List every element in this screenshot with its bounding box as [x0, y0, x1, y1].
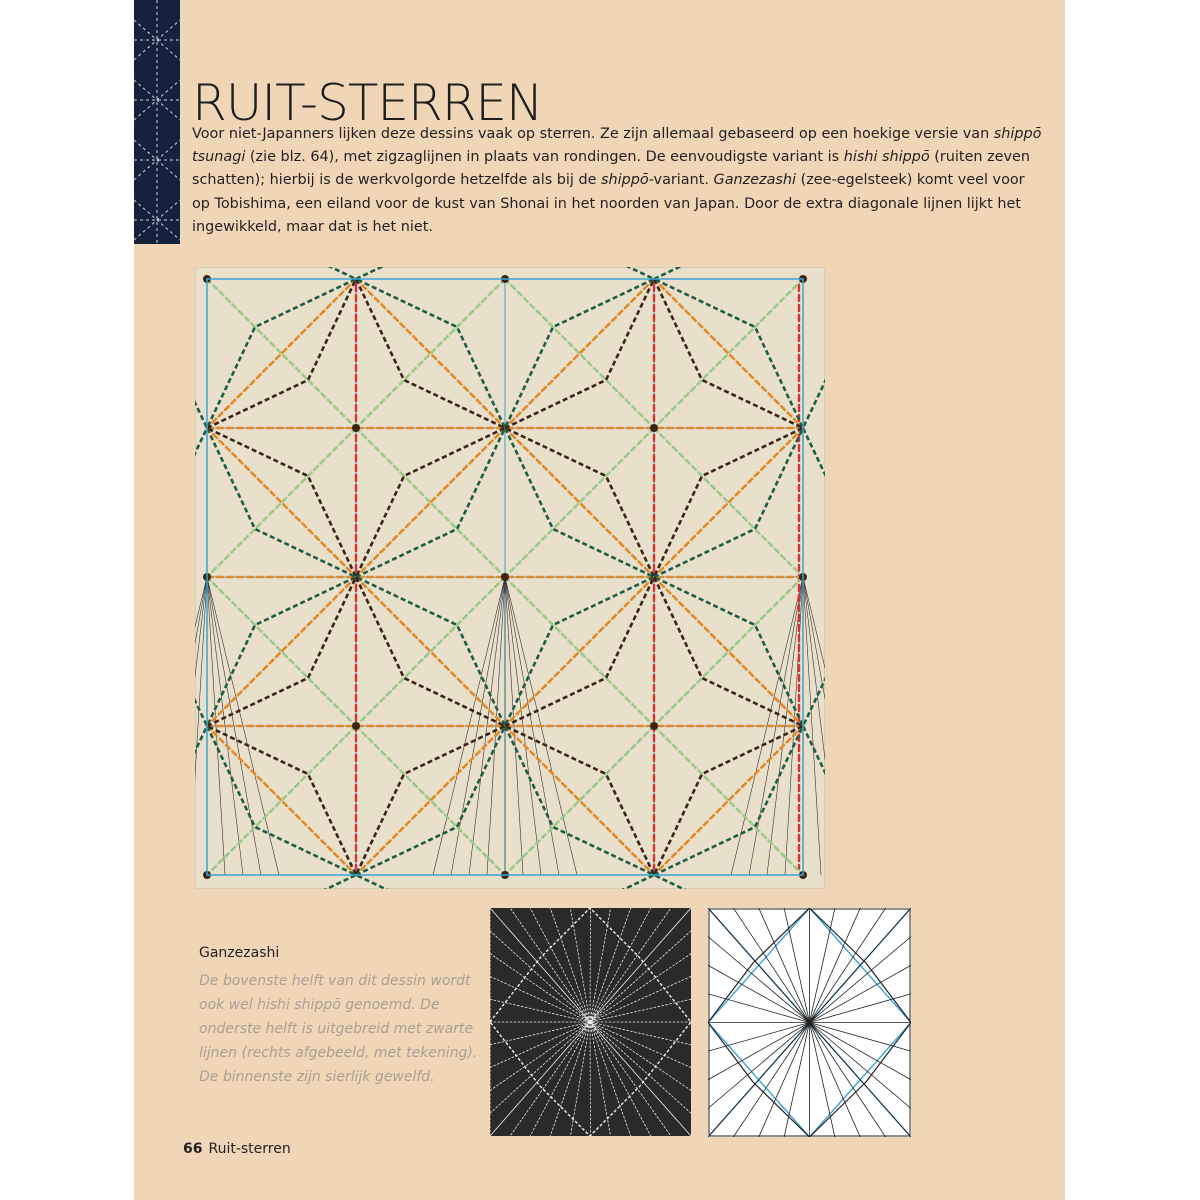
- black-line: [810, 1023, 912, 1080]
- black-line: [759, 1023, 810, 1138]
- black-line: [810, 1023, 835, 1138]
- sashiko-embroidery-photo: [195, 267, 825, 889]
- page-number: 66: [183, 1141, 203, 1157]
- fine-line: [195, 577, 207, 875]
- stitch-knot: [352, 424, 360, 432]
- white-stitch: [490, 1022, 590, 1113]
- white-stitch: [590, 908, 651, 1022]
- black-line: [784, 1023, 809, 1138]
- black-line: [810, 1023, 912, 1109]
- white-stitch: [510, 1022, 590, 1136]
- black-line: [810, 965, 912, 1022]
- black-line: [810, 1023, 886, 1138]
- running-head: Ruit-sterren: [208, 1141, 291, 1157]
- caption-title: Ganzezashi: [199, 945, 280, 961]
- black-line: [810, 908, 861, 1023]
- white-stitch: [490, 1022, 590, 1068]
- black-line: [733, 1023, 809, 1138]
- white-stitch: [590, 1022, 671, 1136]
- white-stitch: [590, 908, 631, 1022]
- stitch-knot: [501, 573, 509, 581]
- white-stitch: [550, 908, 590, 1022]
- black-line: [708, 965, 810, 1022]
- star-outline-stitch: [195, 726, 356, 889]
- white-stitch: [590, 1022, 631, 1136]
- stitch-knot: [650, 424, 658, 432]
- white-stitch: [590, 908, 671, 1022]
- fine-line: [803, 577, 821, 875]
- white-stitch: [490, 1022, 590, 1090]
- indigo-fabric-swatch: [134, 0, 180, 244]
- white-stitch: [530, 908, 590, 1022]
- line-drawing-diagram: [708, 908, 911, 1137]
- stitch-knot: [352, 722, 360, 730]
- white-stitch: [510, 908, 590, 1022]
- white-stitch: [550, 1022, 590, 1136]
- black-line: [708, 994, 810, 1023]
- white-stitch: [590, 1022, 691, 1090]
- white-stitch: [590, 1022, 691, 1113]
- black-line: [810, 908, 835, 1023]
- stitch-knot: [650, 722, 658, 730]
- white-stitch: [590, 954, 691, 1022]
- dark-stitch-sample: [490, 908, 691, 1136]
- black-line: [733, 908, 809, 1023]
- white-stitch: [490, 954, 590, 1022]
- white-stitch: [490, 999, 590, 1022]
- white-stitch: [590, 931, 691, 1022]
- black-line: [708, 937, 810, 1023]
- fine-line: [195, 577, 207, 875]
- black-line: [810, 994, 912, 1023]
- black-line: [810, 908, 886, 1023]
- white-stitch: [590, 976, 691, 1022]
- white-stitch: [490, 976, 590, 1022]
- white-stitch: [590, 908, 591, 1022]
- black-line: [810, 1023, 912, 1052]
- black-line: [708, 1023, 810, 1109]
- black-line: [810, 1023, 861, 1138]
- white-stitch: [570, 908, 590, 1022]
- page-footer: [183, 1141, 291, 1157]
- fine-line: [195, 577, 207, 875]
- white-stitch: [490, 1022, 590, 1045]
- black-line: [708, 1023, 810, 1052]
- black-line: [759, 908, 810, 1023]
- black-line: [784, 908, 809, 1023]
- white-stitch: [590, 1022, 691, 1045]
- fine-line: [803, 577, 825, 875]
- caption-text: De bovenste helft van dit dessin wordt ook wel hishi shippō genoemd. De onderste helft is uitgebreid met zwarte lijnen (rechts afgebeeld, met tekening). De binnenste zijn sierlijk gewelfd.: [199, 973, 478, 1085]
- white-stitch: [590, 1022, 591, 1136]
- white-stitch: [530, 1022, 590, 1136]
- white-stitch: [490, 931, 590, 1022]
- black-line: [810, 937, 912, 1023]
- page-title: RUIT-STERREN: [192, 74, 543, 132]
- fine-line: [195, 577, 207, 875]
- intro-paragraph: Voor niet-Japanners lijken deze dessins vaak op sterren. Ze zijn allemaal gebaseerd op een hoekige versie van shippō tsunagi (zie blz. 64), met zigzaglijnen in plaats van rondingen. De eenvoudigste variant is hishi shippō (ruiten zeven schatten); hierbij is de werkvolgorde hetzelfde als bij de shippō-variant. Ganzezashi (zee-egelsteek) komt veel voor op Tobishima, een eiland voor de kust van Shonai in het noorden van Japan. Door de extra diagonale lijnen lijkt het ingewikkeld, maar dat is het niet.: [192, 126, 1042, 235]
- white-stitch: [590, 1022, 651, 1136]
- white-stitch: [590, 999, 691, 1022]
- white-stitch: [590, 1022, 691, 1068]
- black-line: [708, 1023, 810, 1080]
